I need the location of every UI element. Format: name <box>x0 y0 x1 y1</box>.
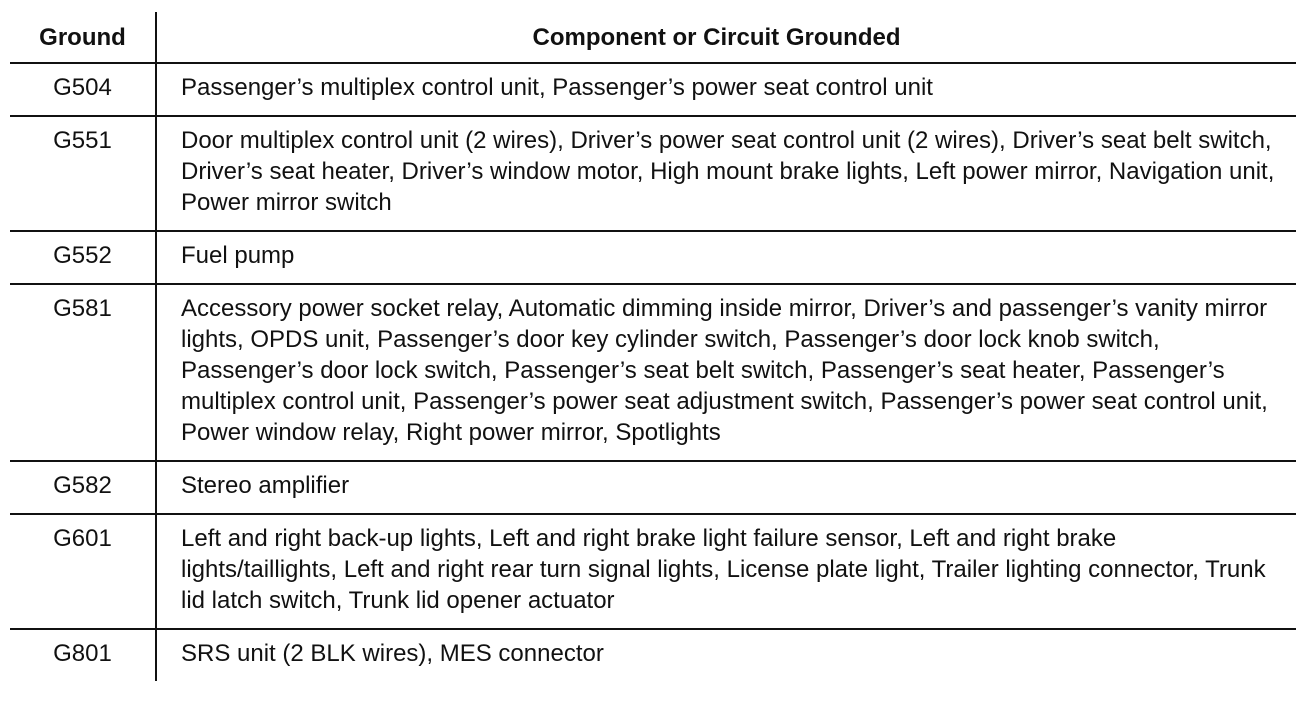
table-row <box>10 117 1296 232</box>
component-cell: SRS unit (2 BLK wires), MES connector <box>181 640 604 667</box>
ground-cell: G582 <box>10 462 157 513</box>
table-row <box>10 285 1296 462</box>
ground-cell: G601 <box>10 515 157 628</box>
table-row <box>10 64 1296 117</box>
component-column-header: Component or Circuit Grounded <box>532 24 901 51</box>
component-cell: Fuel pump <box>181 242 295 269</box>
component-cell: Passenger’s multiplex control unit, Passenger’s power seat control unit <box>181 74 933 101</box>
ground-cell: G801 <box>10 630 157 681</box>
table-row <box>10 232 1296 285</box>
component-cell: Accessory power socket relay, Automatic dimming inside mirror, Driver’s and passenger’s vanity mirror lights, OPDS unit, Passenger’s door key cylinder switch, Passenger’s door lock knob switch, Passenger’s door lock switch, Passenger’s seat belt switch, Passenger’s seat heater, Passenger’s multiplex control unit, Passenger’s power seat adjustment switch, Passenger’s power seat control unit, Power window relay, Right power mirror, Spotlights <box>181 295 1268 446</box>
ground-column-header: Ground <box>10 12 157 62</box>
table-row <box>10 630 1296 681</box>
table-row <box>10 462 1296 515</box>
ground-cell: G504 <box>10 64 157 115</box>
ground-cell: G552 <box>10 232 157 283</box>
component-cell: Stereo amplifier <box>181 472 350 499</box>
ground-table <box>10 12 1296 681</box>
component-cell: Door multiplex control unit (2 wires), Driver’s power seat control unit (2 wires), Driver’s seat belt switch, Driver’s seat heater, Driver’s window motor, High mount brake lights, Left power mirror, Navigation unit, Power mirror switch <box>181 127 1275 216</box>
table-header-row <box>10 12 1296 64</box>
ground-cell: G581 <box>10 285 157 460</box>
ground-cell: G551 <box>10 117 157 230</box>
table-row <box>10 515 1296 630</box>
component-cell: Left and right back-up lights, Left and right brake light failure sensor, Left and right brake lights/taillights, Left and right rear turn signal lights, License plate light, Trailer lighting connector, Trunk lid latch switch, Trunk lid opener actuator <box>181 525 1266 614</box>
